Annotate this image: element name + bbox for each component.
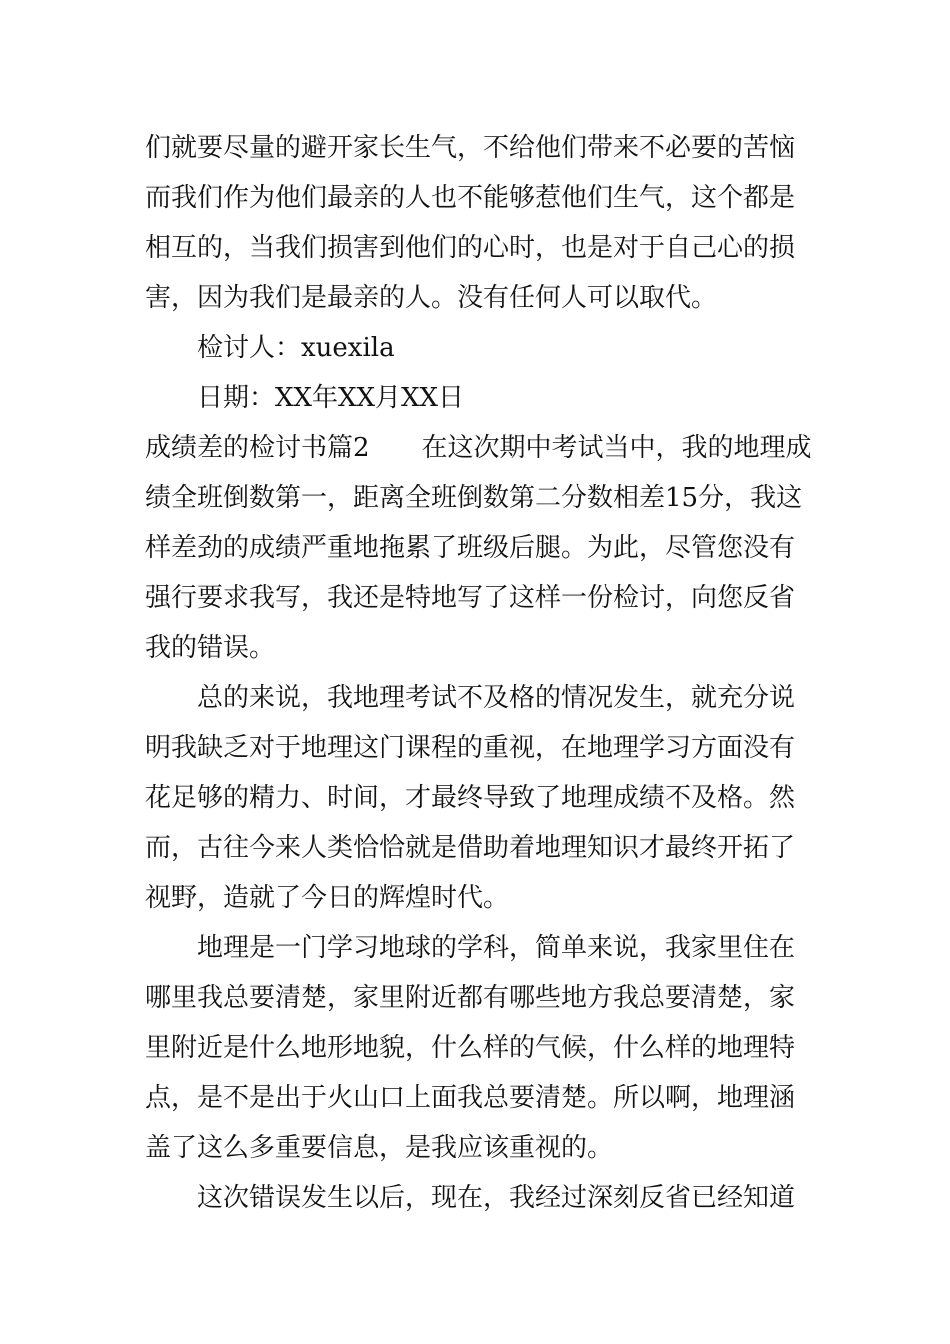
- text-line: 而我们作为他们最亲的人也不能够惹他们生气，这个都是: [145, 183, 796, 213]
- text-line: 盖了这么多重要信息，是我应该重视的。: [145, 1133, 614, 1163]
- text-line: 害，因为我们是最亲的人。没有任何人可以取代。: [145, 283, 718, 313]
- text-line: 里附近是什么地形地貌，什么样的气候，什么样的地理特: [145, 1033, 796, 1063]
- reviewer-line: 检讨人：xuexila: [197, 333, 395, 363]
- text-line: 明我缺乏对于地理这门课程的重视，在地理学习方面没有: [145, 733, 796, 763]
- text-line: 样差劲的成绩严重地拖累了班级后腿。为此，尽管您没有: [145, 533, 796, 563]
- text-line: 而，古往今来人类恰恰就是借助着地理知识才最终开拓了: [145, 833, 796, 863]
- paragraph-start-line: 总的来说，我地理考试不及格的情况发生，就充分说: [197, 683, 796, 713]
- text-line: 花足够的精力、时间，才最终导致了地理成绩不及格。然: [145, 783, 796, 813]
- text-line: 哪里我总要清楚，家里附近都有哪些地方我总要清楚，家: [145, 983, 796, 1013]
- section-heading-line: 成绩差的检讨书篇2 在这次期中考试当中，我的地理成: [145, 433, 812, 463]
- paragraph-start-line: 这次错误发生以后，现在，我经过深刻反省已经知道: [197, 1183, 796, 1213]
- date-line: 日期：XX年XX月XX日: [197, 383, 465, 413]
- text-line: 点，是不是出于火山口上面我总要清楚。所以啊，地理涵: [145, 1083, 796, 1113]
- text-line: 视野，造就了今日的辉煌时代。: [145, 883, 510, 913]
- text-line: 们就要尽量的避开家长生气，不给他们带来不必要的苦恼: [145, 133, 796, 163]
- text-line: 绩全班倒数第一，距离全班倒数第二分数相差15分，我这: [145, 483, 803, 513]
- text-line: 相互的，当我们损害到他们的心时，也是对于自己心的损: [145, 233, 796, 263]
- text-line: 强行要求我写，我还是特地写了这样一份检讨，向您反省: [145, 583, 796, 613]
- text-line: 我的错误。: [145, 633, 276, 663]
- paragraph-start-line: 地理是一门学习地球的学科，简单来说，我家里住在: [197, 933, 796, 963]
